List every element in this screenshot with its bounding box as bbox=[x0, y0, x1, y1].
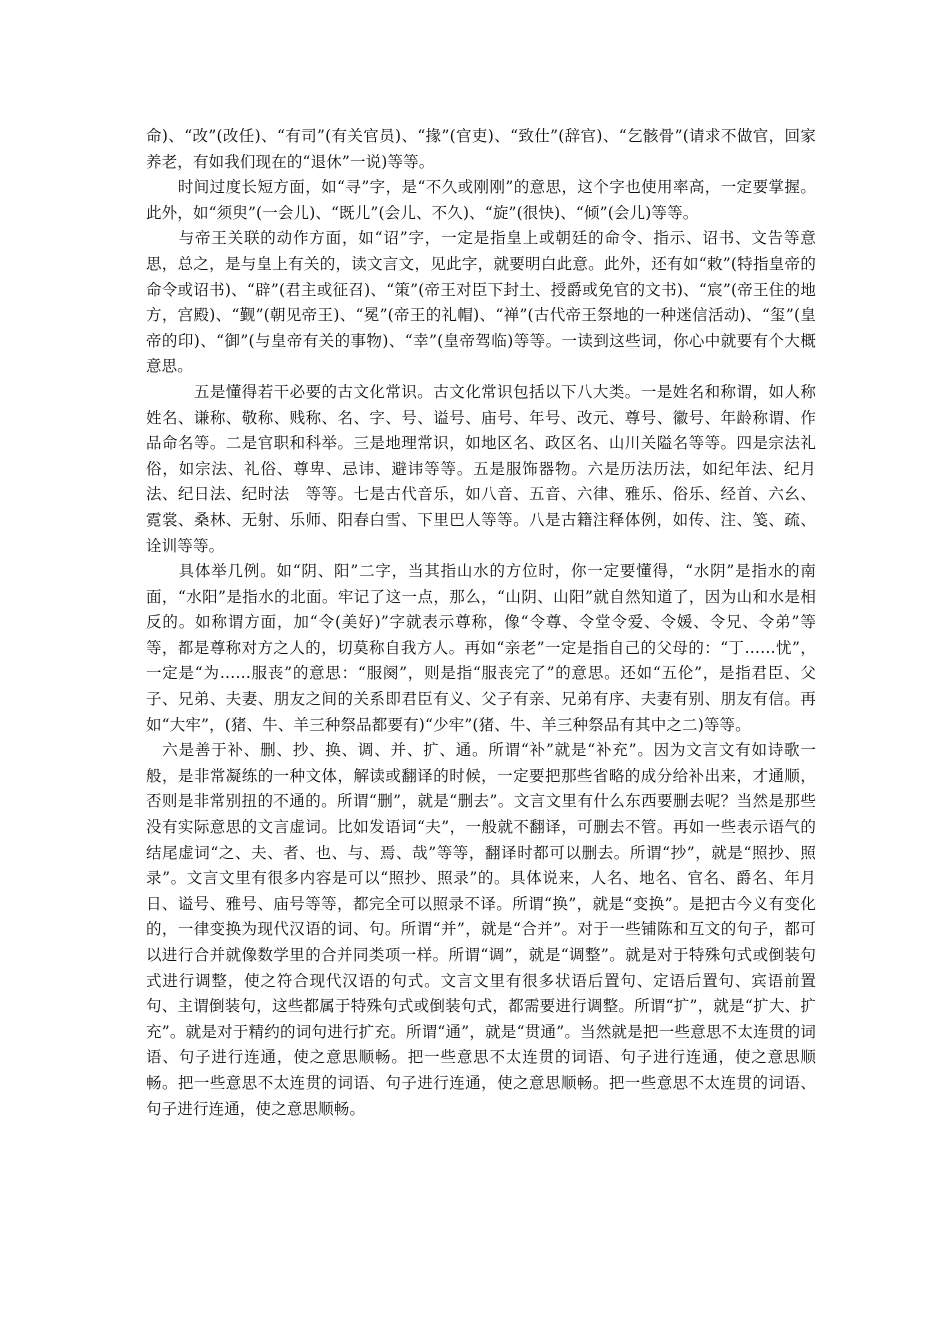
paragraph-translation-methods: 六是善于补、删、抄、换、调、并、扩、通。所谓“补”就是“补充”。因为文言文有如诗歌一般，是非常凝练的一种文体，解读或翻译的时候，一定要把那些省略的成分给补出来，才通顺，否则是非常别扭的不通的。所谓“删”，就是“删去”。文言文里有什么东西要删去呢？当然是那些没有实际意思的文言虚词。比如发语词“夫”，一般就不翻译，可删去不管。再如一些表示语气的结尾虚词“之、夫、者、也、与、焉、哉”等等，翻译时都可以删去。所谓“抄”，就是“照抄、照录”。文言文里有很多内容是可以“照抄、照录”的。具体说来，人名、地名、官名、爵名、年月日、谥号、雅号、庙号等等，都完全可以照录不译。所谓“换”，就是“变换”。是把古今义有变化的，一律变换为现代汉语的词、句。所谓“并”，就是“合并”。对于一些铺陈和互文的句子，都可以进行合并就像数学里的合并同类项一样。所谓“调”，就是“调整”。就是对于特殊句式或倒装句式进行调整，使之符合现代汉语的句式。文言文里有很多状语后置句、定语后置句、宾语前置句、主谓倒装句，这些都属于特殊句式或倒装句式，都需要进行调整。所谓“扩”，就是“扩大、扩充”。就是对于精约的词句进行扩充。所谓“通”，就是“贯通”。当然就是把一些意思不太连贯的词语、句子进行连通，使之意思顺畅。把一些意思不太连贯的词语、句子进行连通，使之意思顺畅。把一些意思不太连贯的词语、句子进行连通，使之意思顺畅。把一些意思不太连贯的词语、句子进行连通，使之意思顺畅。 bbox=[146, 741, 816, 1118]
paragraph-titles-vocabulary: 命)、“改”(改任)、“有司”(有关官员)、“掾”(官吏)、“致仕”(辞官)、“乞骸骨”(请求不做官，回家养老，有如我们现在的“退休”一说)等等。 bbox=[146, 127, 816, 171]
paragraph-time-duration: 时间过度长短方面，如“寻”字，是“不久或刚刚”的意思，这个字也使用率高，一定要掌握。此外，如“须臾”(一会儿)、“既儿”(会儿、不久)、“旋”(很快)、“倾”(会儿)等等。 bbox=[146, 178, 816, 222]
paragraph-examples: 具体举几例。如“阴、阳”二字，当其指山水的方位时，你一定要懂得，“水阴”是指水的南面，“水阳”是指水的北面。牢记了这一点，那么，“山阴、山阳”就自然知道了，因为山和水是相反的。如称谓方面，加“令(美好)”字就表示尊称，像“令尊、令堂令爱、令媛、令兄、令弟”等等，都是尊称对方之人的，切莫称自我方人。再如“亲老”一定是指自己的父母的：“丁……忧”，一定是“为……服丧”的意思：“服阕”，则是指“服丧完了”的意思。还如“五伦”，是指君臣、父子、兄弟、夫妻、朋友之间的关系即君臣有义、父子有亲、兄弟有序、夫妻有别、朋友有信。再如“大牢”，(猪、牛、羊三种祭品都要有)“少牢”(猪、牛、羊三种祭品有其中之二)等等。 bbox=[146, 562, 816, 734]
document-body bbox=[146, 124, 816, 1122]
paragraph-emperor-actions: 与帝王关联的动作方面，如“诏”字，一定是指皇上或朝廷的命令、指示、诏书、文告等意思，总之，是与皇上有关的，读文言文，见此字，就要明白此意。此外，还有如“敕”(特指皇帝的命令或诏书)、“辟”(君主或征召)、“策”(帝王对臣下封土、授爵或免官的文书)、“宸”(帝王住的地方，宫殿)、“觐”(朝见帝王)、“冕”(帝王的礼帽)、“禅”(古代帝王祭地的一种迷信活动)、“玺”(皇帝的印)、“御”(与皇帝有关的事物)、“幸”(皇帝驾临)等等。一读到这些词，你心中就要有个大概意思。 bbox=[146, 229, 816, 376]
paragraph-cultural-knowledge: 五是懂得若干必要的古文化常识。古文化常识包括以下八大类。一是姓名和称谓，如人称姓名、谦称、敬称、贱称、名、字、号、谥号、庙号、年号、改元、尊号、徽号、年龄称谓、作品命名等。二是官职和科举。三是地理常识，如地区名、政区名、山川关隘名等等。四是宗法礼俗，如宗法、礼俗、尊卑、忌讳、避讳等等。五是服饰器物。六是历法历法，如纪年法、纪月法、纪日法、纪时法 等等。七是古代音乐，如八音、五音、六律、雅乐、俗乐、经首、六幺、霓裳、桑林、无射、乐师、阳春白雪、下里巴人等等。八是古籍注释体例，如传、注、笺、疏、诠训等等。 bbox=[146, 382, 816, 555]
